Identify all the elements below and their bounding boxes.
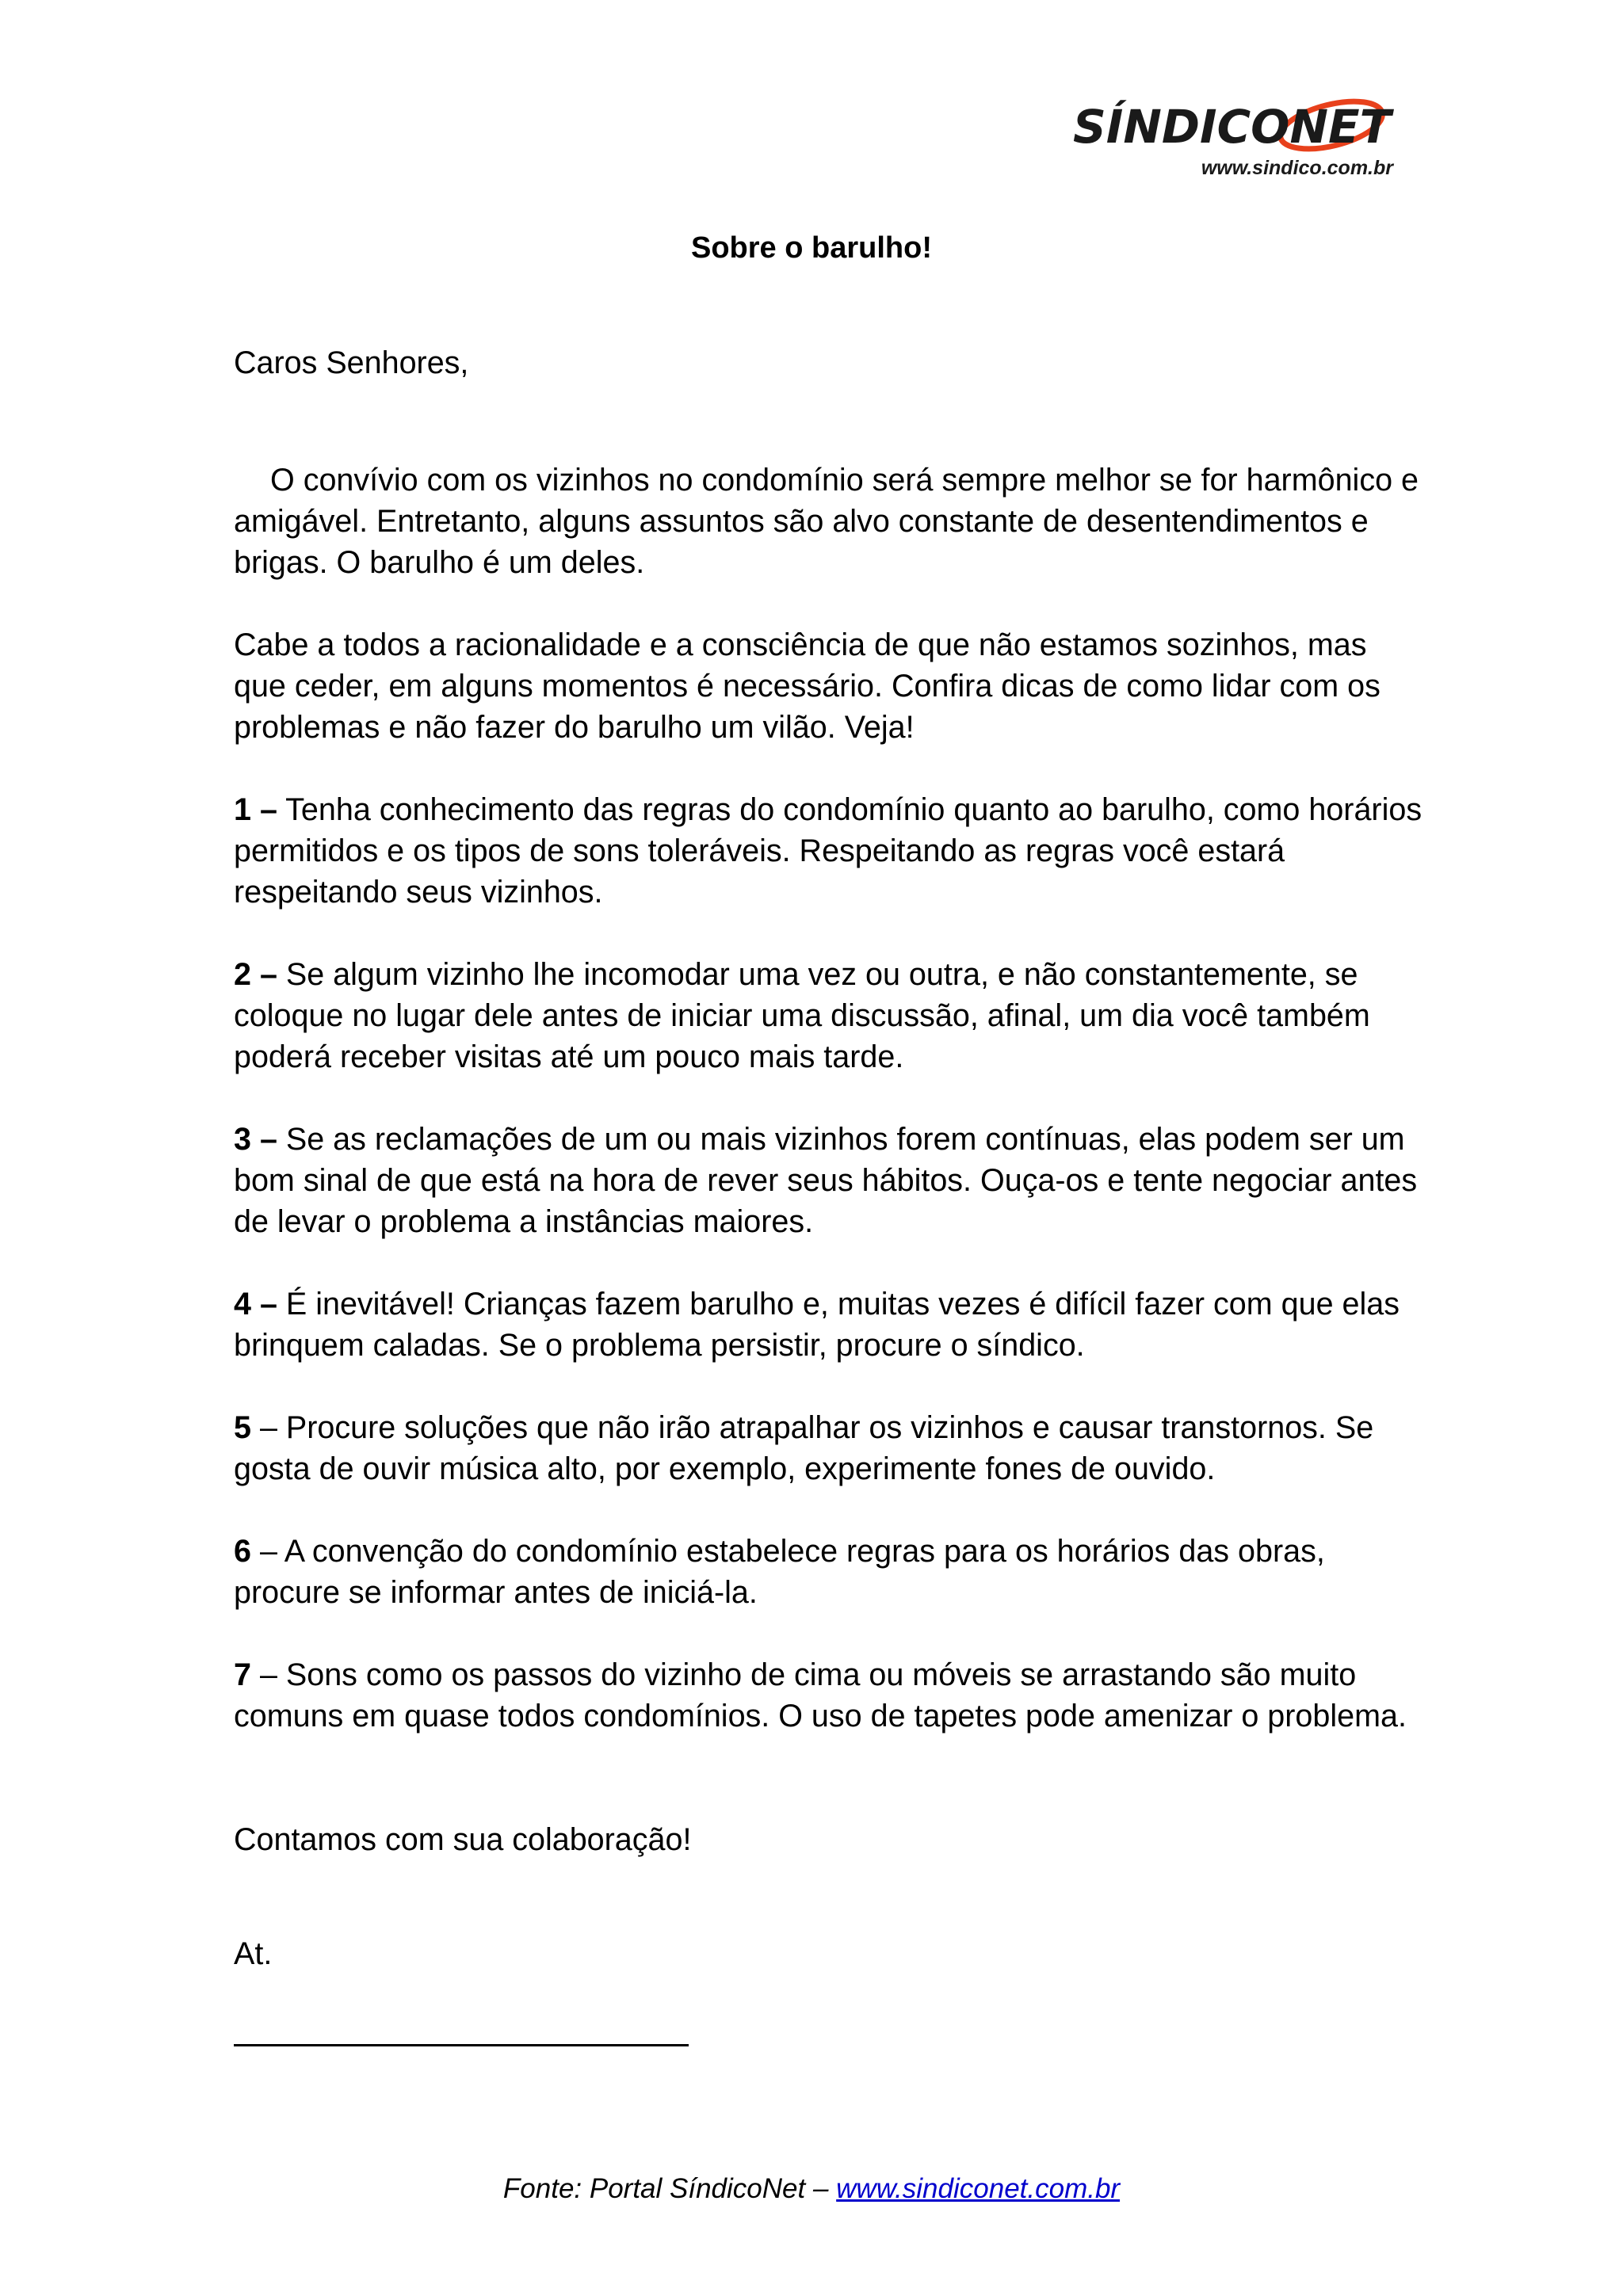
page-title: Sobre o barulho! (691, 231, 932, 265)
intro-paragraph: O convívio com os vizinhos no condomínio será sempre melhor se for harmônico e amigável. Entretanto, alguns assuntos são alvo constante de desentendimentos e brigas. O barulho é um deles. (234, 463, 1419, 580)
tip-text: Se as reclamações de um ou mais vizinhos forem contínuas, elas podem ser um bom sinal de que está na hora de rever seus hábitos. Ouça-os e tente negociar antes de levar o problema a instâncias maiores. (234, 1122, 1418, 1239)
tip-item (234, 1407, 1423, 1489)
tip-number: 4 – (234, 1287, 277, 1322)
closing-line: Contamos com sua colaboração! (234, 1822, 692, 1857)
tip-item (234, 1283, 1423, 1366)
logo-wordmark: SÍNDICONET (1073, 100, 1392, 154)
letter-body (234, 460, 1423, 1778)
tip-number: 6 (234, 1534, 251, 1569)
footer-source (0, 2171, 1623, 2207)
tip-item (234, 1654, 1423, 1737)
sindiconet-logo (1070, 93, 1395, 189)
tip-number: 3 – (234, 1122, 277, 1157)
footer-source-text: Fonte: Portal SíndicoNet – (502, 2173, 837, 2204)
greeting: Caros Senhores, (234, 345, 469, 380)
tip-text: Se algum vizinho lhe incomodar uma vez ou outra, e não constantemente, se coloque no lugar dele antes de iniciar uma discussão, afinal, um dia você também poderá receber visitas até um pouco mais tarde. (234, 957, 1370, 1074)
tip-number: 7 (234, 1657, 251, 1692)
tip-item (234, 954, 1423, 1077)
tip-item (234, 1531, 1423, 1613)
footer-link[interactable]: www.sindiconet.com.br (836, 2173, 1121, 2204)
tip-item (234, 1119, 1423, 1242)
tip-text: – Sons como os passos do vizinho de cima ou móveis se arrastando são muito comuns em quase todos condomínios. O uso de tapetes pode amenizar o problema. (234, 1657, 1407, 1733)
signature-line (234, 2044, 689, 2046)
logo-url: www.sindico.com.br (1201, 157, 1393, 179)
tip-number: 1 – (234, 792, 277, 827)
intro-paragraph: Cabe a todos a racionalidade e a consciência de que não estamos sozinhos, mas que ceder, em alguns momentos é necessário. Confira dicas de como lidar com os problemas e não fazer do barulho um vilão. Veja! (234, 627, 1381, 745)
tip-item (234, 789, 1423, 913)
tip-number: 5 (234, 1410, 251, 1445)
tip-number: 2 – (234, 957, 277, 992)
logo-swoosh-icon (1070, 93, 1395, 157)
tip-text: É inevitável! Crianças fazem barulho e, muitas vezes é difícil fazer com que elas brinquem caladas. Se o problema persistir, procure o síndico. (234, 1287, 1400, 1363)
signoff: At. (234, 1936, 273, 1971)
tip-text: – Procure soluções que não irão atrapalhar os vizinhos e causar transtornos. Se gosta de ouvir música alto, por exemplo, experimente fones de ouvido. (234, 1410, 1374, 1486)
tip-text: – A convenção do condomínio estabelece regras para os horários das obras, procure se informar antes de iniciá-la. (234, 1534, 1325, 1610)
tip-text: Tenha conhecimento das regras do condomínio quanto ao barulho, como horários permitidos e os tipos de sons toleráveis. Respeitando as regras você estará respeitando seus vizinhos. (234, 792, 1423, 910)
